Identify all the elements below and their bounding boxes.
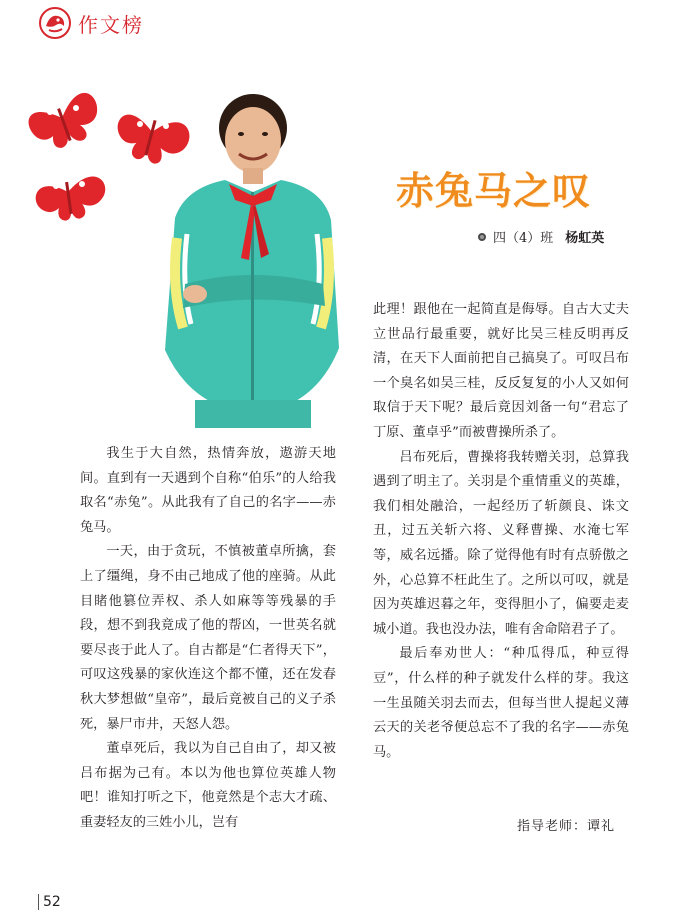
section-title: 作文榜 xyxy=(78,12,144,37)
page-number: 52 xyxy=(38,894,61,910)
paragraph: 吕布死后，曹操将我转赠关羽，总算我遇到了明主了。关羽是个重情重义的英雄，我们相处融洽，一起经历了斩颜良、诛文丑，过五关斩六将、义释曹操、水淹七军等，威名远播。除了觉得他有时有点骄傲之外，心总算不枉此生了。之所以可叹，就是因为英雄迟暮之年，变得胆小了，偏要走麦城小道。我也没办法，唯有舍命陪君子了。 xyxy=(373,449,629,637)
papercut-ornament-icon xyxy=(38,6,72,40)
paragraph: 此理！跟他在一起简直是侮辱。自古大丈夫立世品行最重要，就好比吴三桂反明再反清，在天下人面前把自己搞臭了。可叹吕布一个臭名如吴三桂，反反复复的小人又如何取信于天下呢？最后竟因刘备一句“君忘了丁原、董卓乎”而被曹操所杀了。 xyxy=(373,302,629,440)
author-class: 四（4）班 xyxy=(493,231,554,246)
paragraph: 我生于大自然，热情奔放，遨游天地间。直到有一天遇到个自称“伯乐”的人给我取名“赤兔”。从此我有了自己的名字——赤兔马。 xyxy=(80,446,336,535)
article-title: 赤兔马之叹 xyxy=(396,169,592,213)
bullet-icon xyxy=(478,233,486,241)
student-portrait xyxy=(155,88,345,428)
article-column-left xyxy=(80,442,336,836)
paragraph: 董卓死后，我以为自己自由了，却又被吕布据为己有。本以为他也算位英雄人物吧！谁知打听之下，他竟然是个志大才疏、重妻轻友的三姓小儿，岂有 xyxy=(80,741,336,830)
paragraph: 一天，由于贪玩，不慎被董卓所擒，套上了缰绳，身不由己地成了他的座骑。从此目睹他篡位弄权、杀人如麻等等残暴的手段，想不到我竟成了他的帮凶，一世英名就要尽丧于此人了。自古都是“仁者得天下”，可叹这残暴的家伙连这个都不懂，还在发春秋大梦想做“皇帝”，最后竟被自己的义子杀死，暴尸市井，天怒人怨。 xyxy=(80,544,336,732)
article-byline xyxy=(478,227,604,246)
advisor-credit: 指导老师：谭礼 xyxy=(517,819,616,834)
article-column-right xyxy=(373,298,629,765)
section-header xyxy=(38,6,144,40)
author-name: 杨虹英 xyxy=(565,231,605,246)
paragraph: 最后奉劝世人：“种瓜得瓜，种豆得豆”，什么样的种子就发什么样的芽。我这一生虽随关羽去而去，但每当世人提起义薄云天的关老爷便总忘不了我的名字——赤兔马。 xyxy=(373,646,629,760)
